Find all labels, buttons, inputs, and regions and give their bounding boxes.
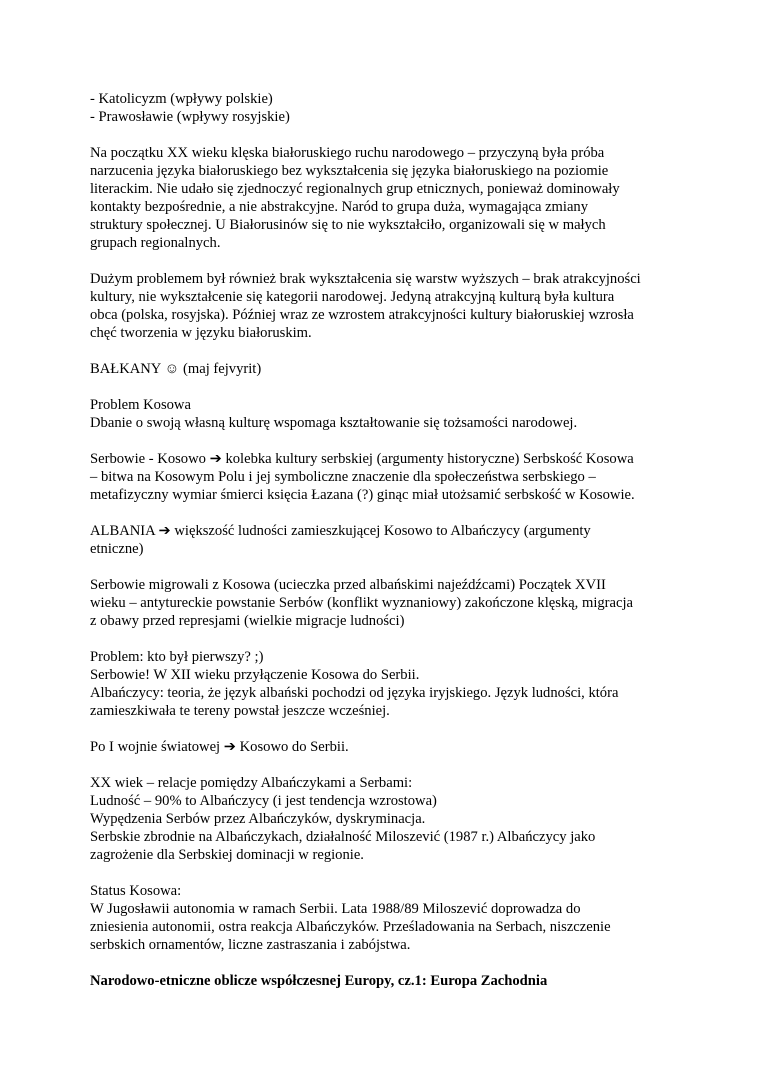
section-title: BAŁKANY ☺ (maj fejvyrit) <box>90 361 262 377</box>
paragraph-migration <box>90 576 680 630</box>
text-line: Na początku XX wieku klęska białoruskiego ruchu narodowego – przyczyną była próba <box>90 145 605 161</box>
paragraph-balkans <box>90 360 680 378</box>
text-line: grupach regionalnych. <box>90 235 221 251</box>
paragraph-faith-list <box>90 90 680 126</box>
text-line: kontakty bezpośrednie, a nie abstrakcyjne. Naród to grupa duża, wymagająca zmiany <box>90 199 589 215</box>
text-line: wieku – antytureckie powstanie Serbów (konflikt wyznaniowy) zakończone klęską, migracja <box>90 595 634 611</box>
text-line: struktury społecznej. U Białorusinów się to nie wykształciło, organizowali się w małych <box>90 217 606 233</box>
section-heading: Narodowo-etniczne oblicze współczesnej Europy, cz.1: Europa Zachodnia <box>90 973 548 989</box>
text-line: serbskich ornamentów, liczne zastraszania i zabójstwa. <box>90 937 411 953</box>
paragraph-ww1 <box>90 738 680 756</box>
text-line: ALBANIA ➔ większość ludności zamieszkującej Kosowo to Albańczycy (argumenty <box>90 523 591 539</box>
text-line: Serbowie - Kosowo ➔ kolebka kultury serbskiej (argumenty historyczne) Serbskość Kosowa <box>90 451 634 467</box>
text-line: Wypędzenia Serbów przez Albańczyków, dyskryminacja. <box>90 811 426 827</box>
text-line: - Katolicyzm (wpływy polskie) <box>90 91 273 107</box>
text-line: Problem Kosowa <box>90 397 191 413</box>
text-line: etniczne) <box>90 541 144 557</box>
paragraph-twentieth-century <box>90 774 680 864</box>
text-line: z obawy przed represjami (wielkie migracje ludności) <box>90 613 405 629</box>
text-line: Problem: kto był pierwszy? ;) <box>90 649 264 665</box>
paragraph-who-first <box>90 648 680 720</box>
text-line: zniesienia autonomii, ostra reakcja Albańczyków. Prześladowania na Serbach, niszczenie <box>90 919 611 935</box>
paragraph-kosovo-status <box>90 882 680 954</box>
text-line: Status Kosowa: <box>90 883 182 899</box>
text-line: kultury, nie wykształcenie się kategorii narodowej. Jedyną atrakcyjną kulturą była kultura <box>90 289 615 305</box>
text-line: Ludność – 90% to Albańczycy (i jest tendencja wzrostowa) <box>90 793 437 809</box>
text-line: Serbskie zbrodnie na Albańczykach, działalność Miloszević (1987 r.) Albańczycy jako <box>90 829 596 845</box>
paragraph-heading <box>90 972 680 990</box>
text-line: metafizyczny wymiar śmierci księcia Łazana (?) ginąc miał utożsamić serbskość w Kosowie. <box>90 487 635 503</box>
paragraph-upper-classes <box>90 270 680 342</box>
text-line: Albańczycy: teoria, że język albański pochodzi od języka iryjskiego. Język ludności, która <box>90 685 619 701</box>
text-line: obca (polska, rosyjska). Później wraz ze wzrostem atrakcyjności kultury białoruskiej wzrosła <box>90 307 634 323</box>
text-line: Dużym problemem był również brak wykształcenia się warstw wyższych – brak atrakcyjności <box>90 271 641 287</box>
text-line: Serbowie migrowali z Kosowa (ucieczka przed albańskimi najeźdźcami) Początek XVII <box>90 577 606 593</box>
text-line: zamieszkiwała te tereny powstał jeszcze wcześniej. <box>90 703 390 719</box>
paragraph-belarus-failure <box>90 144 680 252</box>
text-line: chęć tworzenia w języku białoruskim. <box>90 325 312 341</box>
document-page <box>90 90 680 990</box>
text-line: - Prawosławie (wpływy rosyjskie) <box>90 109 290 125</box>
text-line: Serbowie! W XII wieku przyłączenie Kosowa do Serbii. <box>90 667 420 683</box>
text-line: XX wiek – relacje pomiędzy Albańczykami a Serbami: <box>90 775 413 791</box>
paragraph-kosovo-problem <box>90 396 680 432</box>
text-line: W Jugosławii autonomia w ramach Serbii. Lata 1988/89 Miloszević doprowadza do <box>90 901 581 917</box>
paragraph-serbs-kosovo <box>90 450 680 504</box>
text-line: – bitwa na Kosowym Polu i jej symboliczne znaczenie dla społeczeństwa serbskiego – <box>90 469 596 485</box>
text-line: narzucenia języka białoruskiego bez wykształcenia się języka białoruskiego na poziomie <box>90 163 609 179</box>
paragraph-albania <box>90 522 680 558</box>
text-line: Dbanie o swoją własną kulturę wspomaga kształtowanie się tożsamości narodowej. <box>90 415 578 431</box>
text-line: Po I wojnie światowej ➔ Kosowo do Serbii. <box>90 739 349 755</box>
text-line: zagrożenie dla Serbskiej dominacji w regionie. <box>90 847 364 863</box>
text-line: literackim. Nie udało się zjednoczyć regionalnych grup etnicznych, ponieważ dominowały <box>90 181 620 197</box>
